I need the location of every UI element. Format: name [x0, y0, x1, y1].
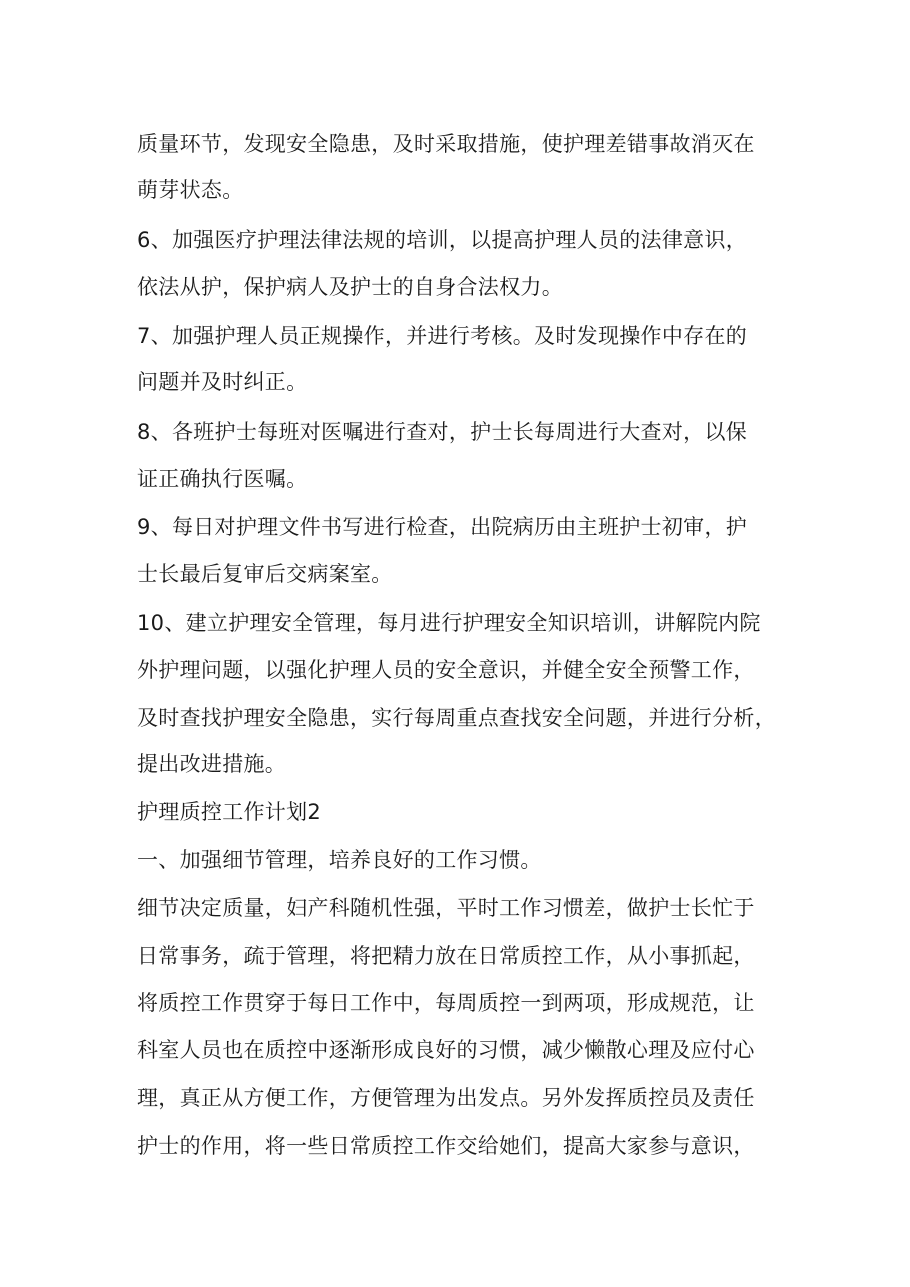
- section-heading: 护理质控工作计划2: [137, 800, 322, 824]
- text-line: 科室人员也在质控中逐渐形成良好的习惯，减少懒散心理及应付心: [137, 1038, 755, 1062]
- text-line: 外护理问题，以强化护理人员的安全意识，并健全安全预警工作，: [137, 658, 755, 682]
- text-line: 细节决定质量，妇产科随机性强，平时工作习惯差，做护士长忙于: [137, 896, 755, 920]
- subsection-heading: 一、加强细节管理，培养良好的工作习惯。: [137, 848, 542, 872]
- text-line: 日常事务，疏于管理，将把精力放在日常质控工作，从小事抓起，: [137, 944, 755, 968]
- text-line: 证正确执行医嘱。: [137, 467, 308, 491]
- text-line: 10、建立护理安全管理，每月进行护理安全知识培训，讲解院内院: [137, 611, 761, 635]
- text-line: 提出改进措施。: [137, 752, 287, 776]
- text-line: 6、加强医疗护理法律法规的培训，以提高护理人员的法律意识，: [137, 228, 748, 252]
- text-line: 护士的作用，将一些日常质控工作交给她们，提高大家参与意识，: [137, 1134, 755, 1158]
- text-line: 士长最后复审后交病案室。: [137, 562, 393, 586]
- text-line: 7、加强护理人员正规操作，并进行考核。及时发现操作中存在的: [137, 324, 748, 348]
- text-line: 理，真正从方便工作，方便管理为出发点。另外发挥质控员及责任: [137, 1086, 755, 1110]
- text-line: 9、每日对护理文件书写进行检查，出院病历由主班护士初审，护: [137, 515, 748, 539]
- text-line: 萌芽状态。: [137, 178, 244, 202]
- text-line: 依法从护，保护病人及护士的自身合法权力。: [137, 275, 563, 299]
- text-line: 将质控工作贯穿于每日工作中，每周质控一到两项，形成规范，让: [137, 991, 755, 1015]
- text-line: 及时查找护理安全隐患，实行每周重点查找安全问题，并进行分析，: [137, 706, 776, 730]
- text-line: 问题并及时纠正。: [137, 370, 308, 394]
- text-line: 8、各班护士每班对医嘱进行查对，护士长每周进行大查对，以保: [137, 420, 748, 444]
- text-line: 质量环节，发现安全隐患，及时采取措施，使护理差错事故消灭在: [137, 132, 755, 156]
